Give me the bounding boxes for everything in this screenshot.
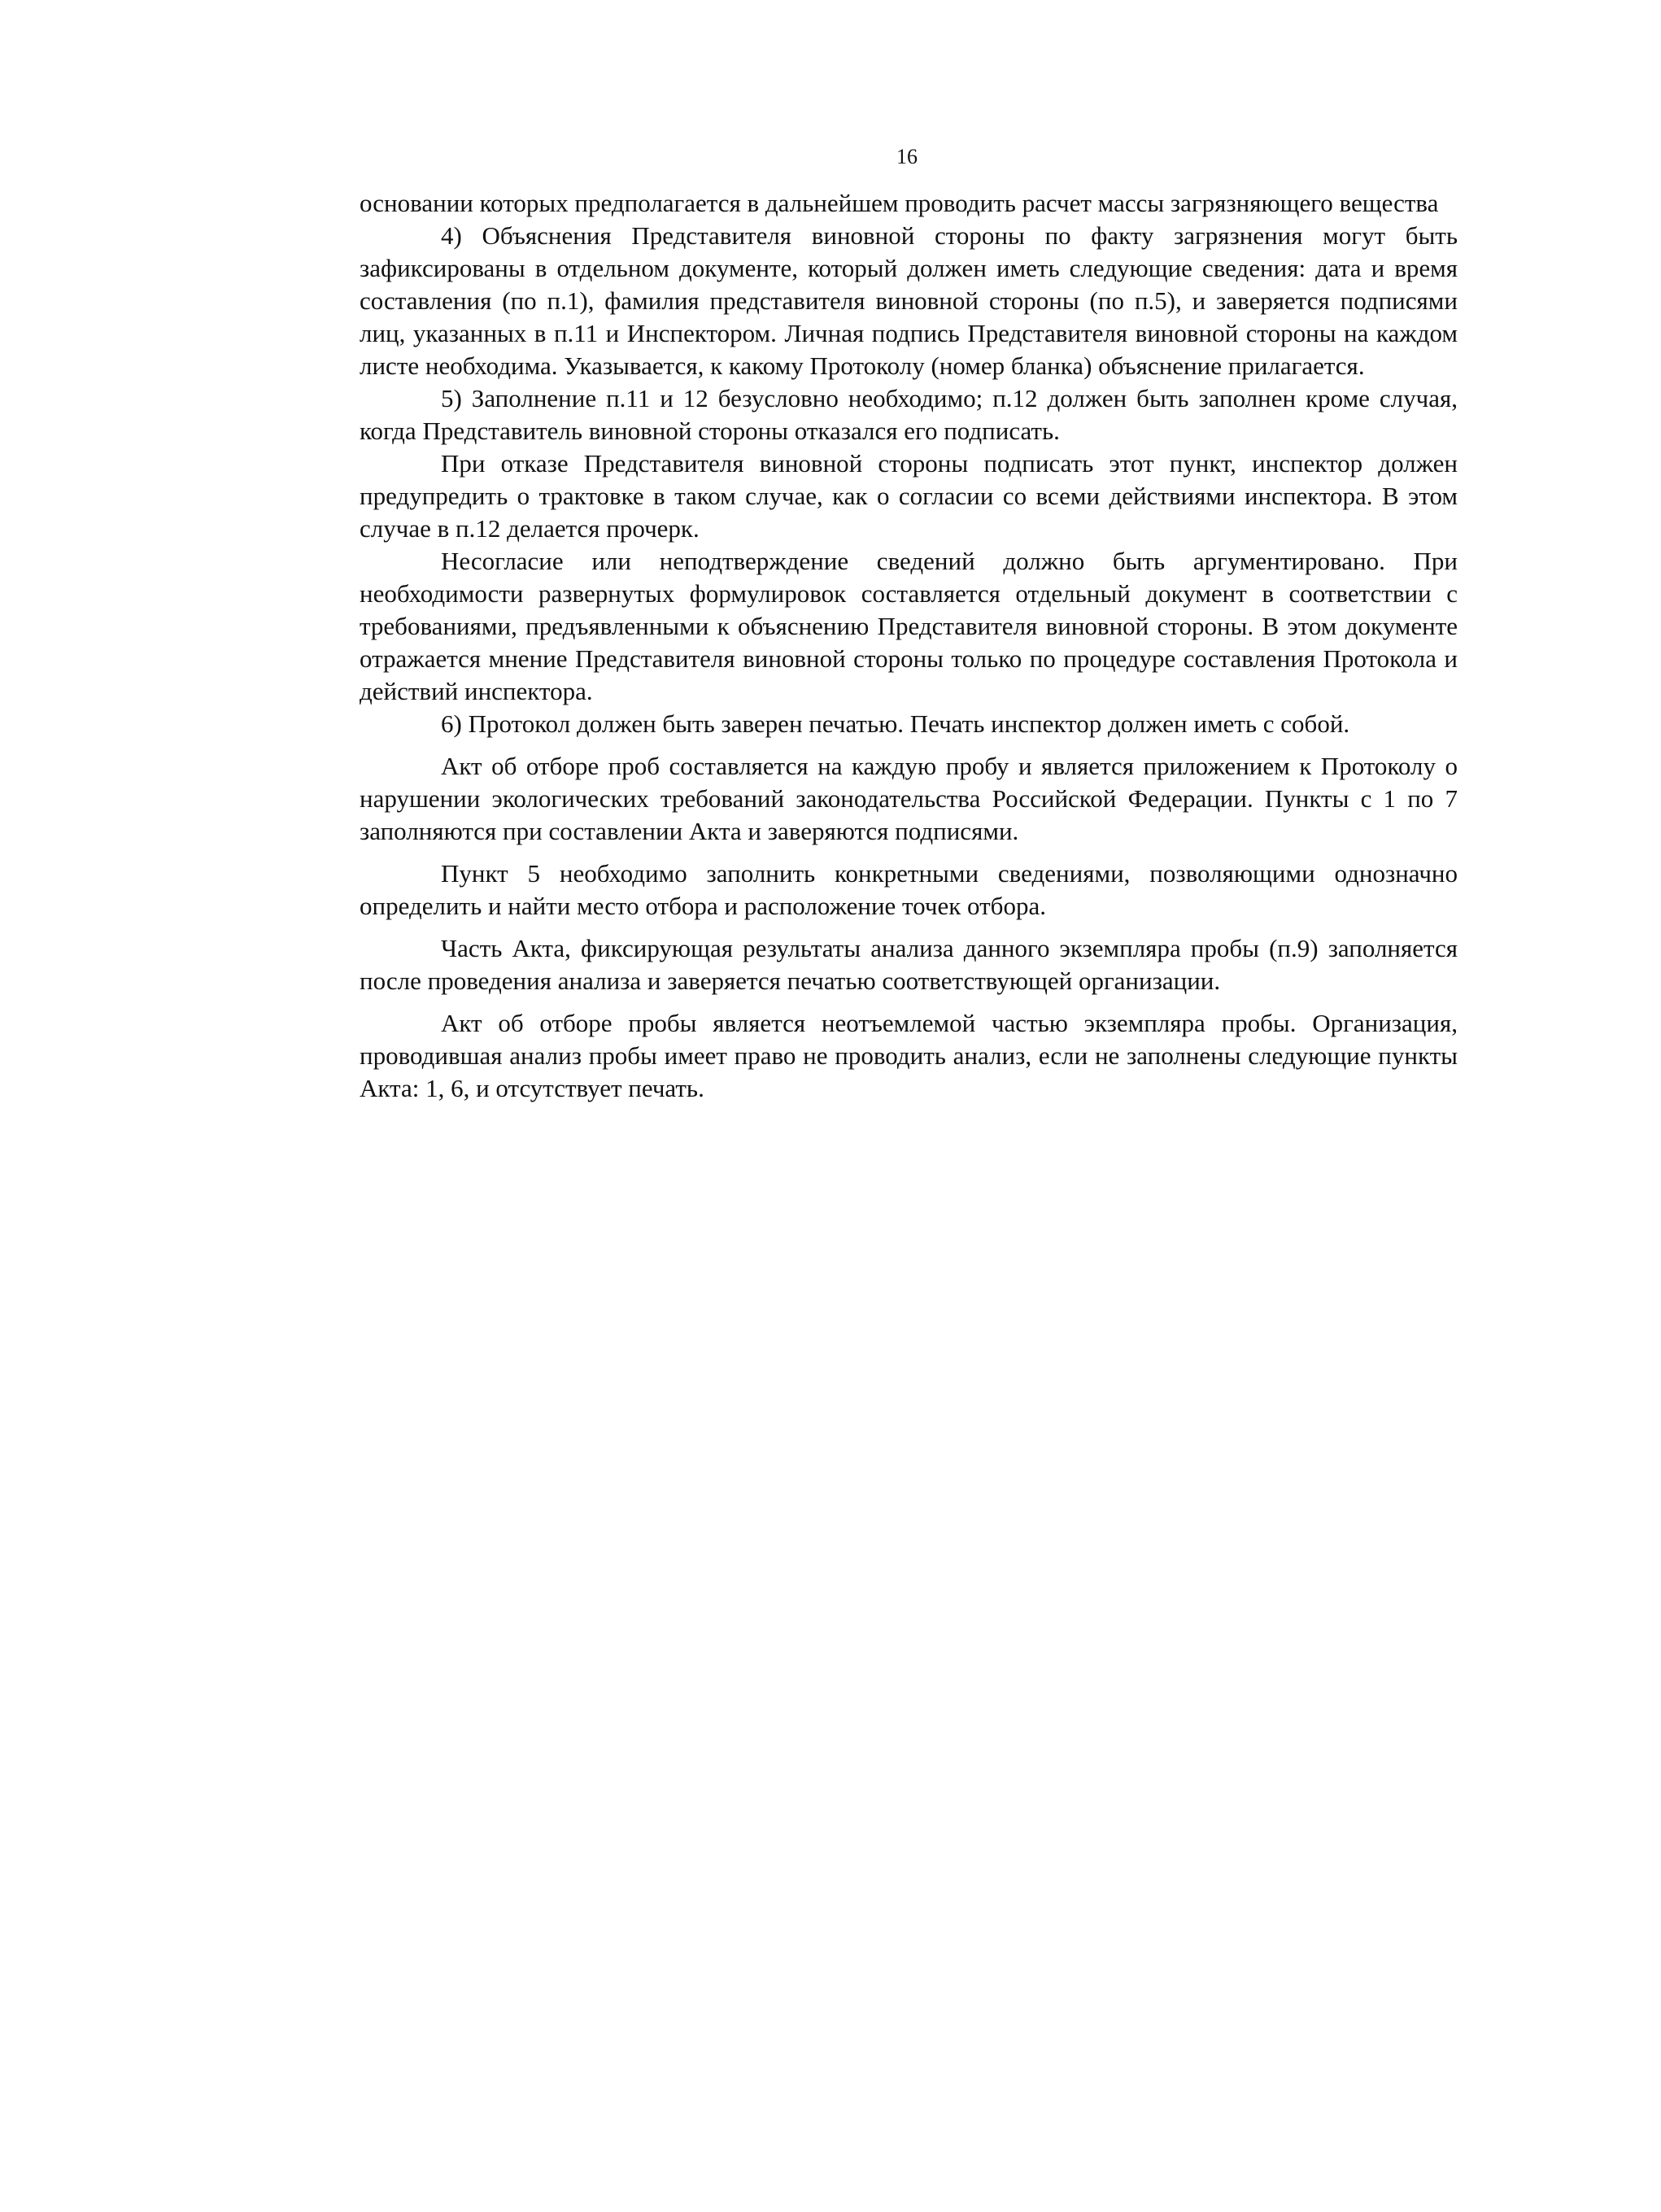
paragraph-3: 5) Заполнение п.11 и 12 безусловно необходимо; п.12 должен быть заполнен кроме случая, когда Представитель виновной стороны отказался его подписать. bbox=[360, 384, 1458, 445]
paragraph-9: Часть Акта, фиксирующая результаты анализа данного экземпляра пробы (п.9) заполняется после проведения анализа и заверяется печатью соответствующей организации. bbox=[360, 934, 1458, 995]
paragraph-8: Пункт 5 необходимо заполнить конкретными сведениями, позволяющими однозначно определить и найти место отбора и расположение точек отбора. bbox=[360, 859, 1458, 920]
page-number: 16 bbox=[896, 145, 918, 168]
paragraph-2: 4) Объяснения Представителя виновной стороны по факту загрязнения могут быть зафиксированы в отдельном документе, который должен иметь следующие сведения: дата и время составления (по п.1), фамилия представителя виновной стороны (по п.5), и заверяется подписями лиц, указанных в п.11 и Инспектором. Личная подпись Представителя виновной стороны на каждом листе необходима. Указывается, к какому Протоколу (номер бланка) объяснение прилагается. bbox=[360, 221, 1458, 380]
paragraph-7: Акт об отборе проб составляется на каждую пробу и является приложением к Протоколу о нарушении экологических требований законодательства Российской Федерации. Пункты с 1 по 7 заполняются при составлении Акта и заверяются подписями. bbox=[360, 752, 1458, 845]
paragraph-6: 6) Протокол должен быть заверен печатью. Печать инспектор должен иметь с собой. bbox=[441, 709, 1350, 738]
paragraph-10: Акт об отборе пробы является неотъемлемой частью экземпляра пробы. Организация, проводившая анализ пробы имеет право не проводить анализ, если не заполнены следующие пункты Акта: 1, 6, и отсутствует печать. bbox=[360, 1009, 1458, 1102]
paragraph-1: основании которых предполагается в дальнейшем проводить расчет массы загрязняющего вещества bbox=[360, 189, 1439, 217]
paragraph-5: Несогласие или неподтверждение сведений должно быть аргументировано. При необходимости развернутых формулировок составляется отдельный документ в соответствии с требованиями, предъявленными к объяснению Представителя виновной стороны. В этом документе отражается мнение Представителя виновной стороны только по процедуре составления Протокола и действий инспектора. bbox=[360, 547, 1458, 705]
document-body bbox=[360, 187, 1458, 1105]
paragraph-4: При отказе Представителя виновной стороны подписать этот пункт, инспектор должен предупредить о трактовке в таком случае, как о согласии со всеми действиями инспектора. В этом случае в п.12 делается прочерк. bbox=[360, 449, 1458, 543]
